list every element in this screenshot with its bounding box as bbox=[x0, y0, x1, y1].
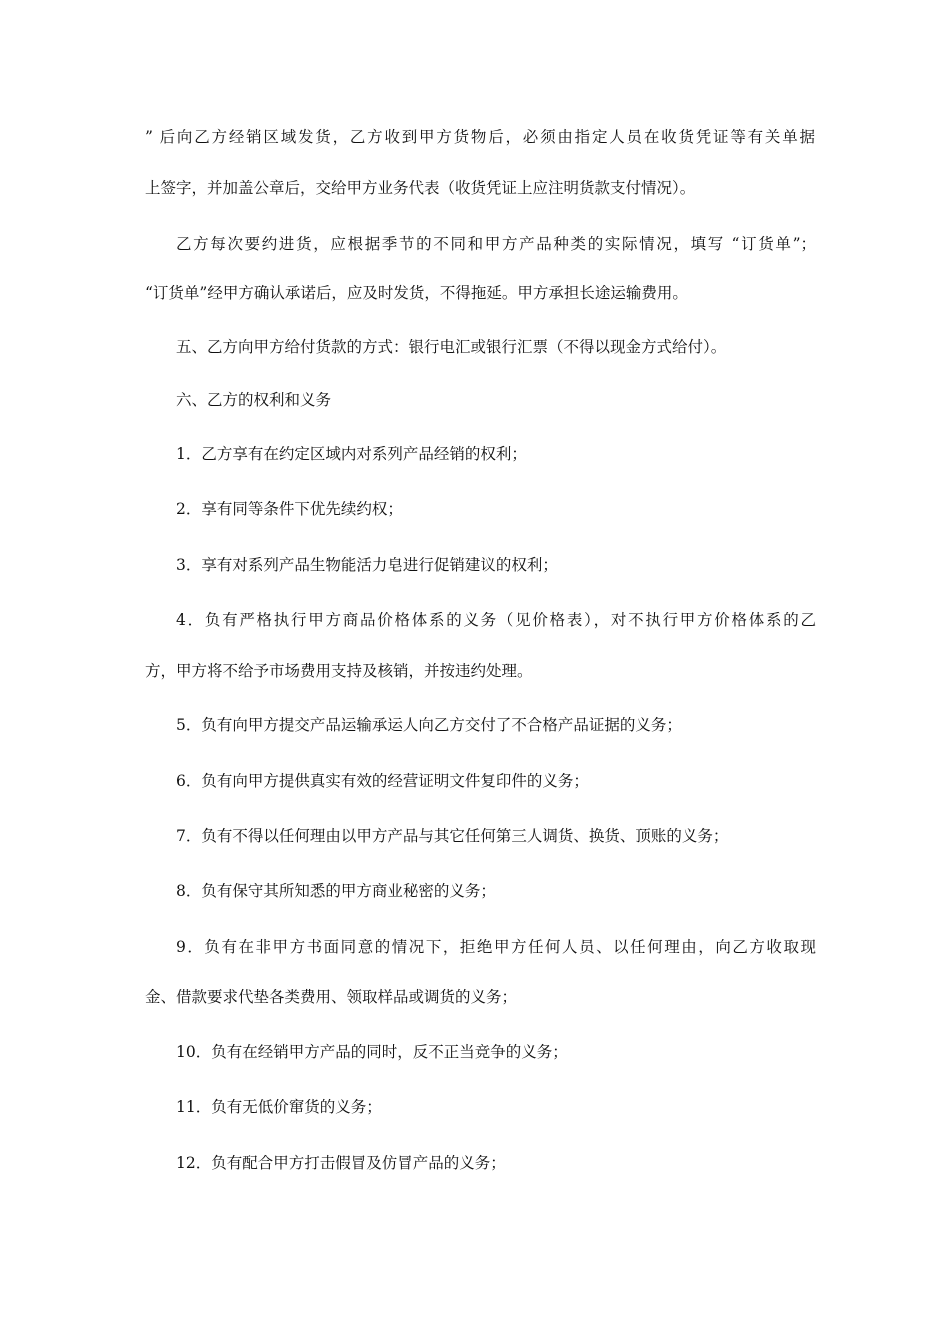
list-item-continuation: 方，甲方将不给予市场费用支持及核销，并按违约处理。 bbox=[145, 662, 533, 680]
list-item: 10．负有在经销甲方产品的同时，反不正当竞争的义务； bbox=[176, 1043, 568, 1061]
list-item: 9．负有在非甲方书面同意的情况下，拒绝甲方任何人员、以任何理由，向乙方收取现 bbox=[176, 938, 816, 956]
section-heading: 五、乙方向甲方给付货款的方式：银行电汇或银行汇票（不得以现金方式给付）。 bbox=[176, 338, 727, 356]
list-item: 6．负有向甲方提供真实有效的经营证明文件复印件的义务； bbox=[176, 772, 589, 790]
list-item: 5．负有向甲方提交产品运输承运人向乙方交付了不合格产品证据的义务； bbox=[176, 716, 682, 734]
list-item: 12．负有配合甲方打击假冒及仿冒产品的义务； bbox=[176, 1154, 506, 1172]
paragraph-line: 上签字，并加盖公章后，交给甲方业务代表（收货凭证上应注明货款支付情况）。 bbox=[145, 179, 696, 197]
list-item: 2．享有同等条件下优先续约权； bbox=[176, 500, 403, 518]
paragraph-line: “订货单”经甲方确认承诺后，应及时发货，不得拖延。甲方承担长途运输费用。 bbox=[145, 284, 688, 302]
list-item: 8．负有保守其所知悉的甲方商业秘密的义务； bbox=[176, 882, 496, 900]
list-item: 11．负有无低价窜货的义务； bbox=[176, 1098, 382, 1116]
list-item: 4．负有严格执行甲方商品价格体系的义务（见价格表），对不执行甲方价格体系的乙 bbox=[176, 611, 816, 629]
list-item: 1．乙方享有在约定区域内对系列产品经销的权利； bbox=[176, 445, 527, 463]
list-item: 3．享有对系列产品生物能活力皂进行促销建议的权利； bbox=[176, 556, 558, 574]
list-item-continuation: 金、借款要求代垫各类费用、领取样品或调货的义务； bbox=[145, 988, 518, 1006]
list-item: 7．负有不得以任何理由以甲方产品与其它任何第三人调货、换货、顶账的义务； bbox=[176, 827, 729, 845]
section-heading: 六、乙方的权利和义务 bbox=[176, 391, 332, 409]
paragraph-line: 乙方每次要约进货，应根据季节的不同和甲方产品种类的实际情况，填写 “订货单”； bbox=[176, 235, 816, 253]
paragraph-line: ” 后向乙方经销区域发货，乙方收到甲方货物后，必须由指定人员在收货凭证等有关单据 bbox=[145, 128, 815, 146]
